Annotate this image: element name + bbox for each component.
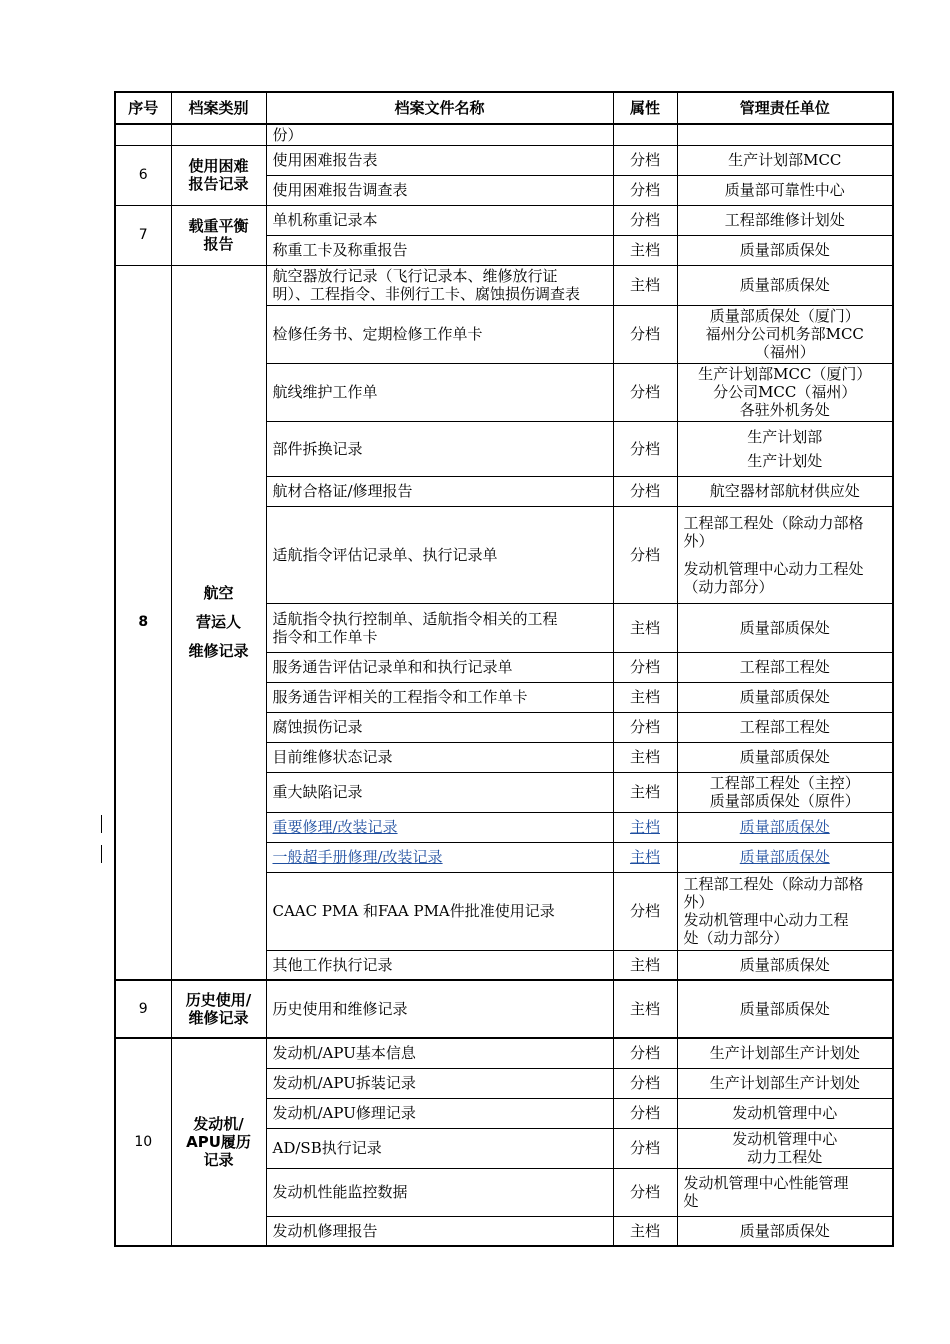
cell-attribute: 主档 (613, 682, 677, 712)
table-row (115, 124, 893, 145)
cell-unit: 发动机管理中心 (677, 1098, 893, 1128)
cell-unit: 质量部质保处 (677, 235, 893, 265)
group-no: 9 (115, 980, 171, 1038)
cell-attribute (613, 124, 677, 145)
revision-mark (101, 815, 102, 833)
cell-attribute: 主档 (613, 265, 677, 305)
header-unit: 管理责任单位 (677, 92, 893, 124)
cell-unit: 生产计划部MCC (677, 145, 893, 175)
header-file-name: 档案文件名称 (266, 92, 613, 124)
cell-attribute (613, 842, 677, 872)
cell-unit: 工程部工程处（主控） 质量部质保处（原件） (677, 772, 893, 812)
cell-file-name: 重大缺陷记录 (266, 772, 613, 812)
cell-file-name: 服务通告评相关的工程指令和工作单卡 (266, 682, 613, 712)
cell-file-name: 称重工卡及称重报告 (266, 235, 613, 265)
cell-file-name: 发动机/APU修理记录 (266, 1098, 613, 1128)
cell-file-name: AD/SB执行记录 (266, 1128, 613, 1168)
cell-file-name: 检修任务书、定期检修工作单卡 (266, 305, 613, 363)
cell-unit: 发动机管理中心 动力工程处 (677, 1128, 893, 1168)
cell-unit: 工程部工程处（除动力部格外） 发动机管理中心动力工程处（动力部分） (677, 506, 893, 603)
cell-attribute: 分档 (613, 1128, 677, 1168)
group-no: 7 (115, 205, 171, 265)
cell-unit: 质量部可靠性中心 (677, 175, 893, 205)
header-attribute: 属性 (613, 92, 677, 124)
cell-file-name: 发动机修理报告 (266, 1216, 613, 1246)
cell-file-name: 航线维护工作单 (266, 363, 613, 421)
cell-attribute: 分档 (613, 205, 677, 235)
general-repair-link[interactable]: 一般超手册修理/改装记录 (272, 848, 443, 866)
cell-file-name: 发动机/APU基本信息 (266, 1038, 613, 1068)
cell-unit: 质量部质保处 (677, 1216, 893, 1246)
cell-file-name: 航空器放行记录（飞行记录本、维修放行证 明）、工程指令、非例行工卡、腐蚀损伤调查表 (266, 265, 613, 305)
group-no: 8 (115, 265, 171, 980)
attr-link[interactable]: 主档 (629, 818, 660, 836)
cell-file-name: 服务通告评估记录单和和执行记录单 (266, 652, 613, 682)
cell-no (115, 124, 171, 145)
cell-attribute: 分档 (613, 145, 677, 175)
cell-unit: 生产计划部MCC（厦门） 分公司MCC（福州） 各驻外机务处 (677, 363, 893, 421)
cell-attribute: 主档 (613, 772, 677, 812)
cell-file-name (266, 842, 613, 872)
table-header-row (115, 92, 893, 124)
header-category: 档案类别 (171, 92, 266, 124)
revision-mark (101, 845, 102, 863)
cell-file-name: 发动机性能监控数据 (266, 1168, 613, 1216)
cell-file-name: 历史使用和维修记录 (266, 980, 613, 1038)
cell-attribute: 分档 (613, 1068, 677, 1098)
cell-attribute: 分档 (613, 652, 677, 682)
cell-unit: 质量部质保处 (677, 265, 893, 305)
cell-file-name: CAAC PMA 和FAA PMA件批准使用记录 (266, 872, 613, 950)
major-repair-link[interactable]: 重要修理/改装记录 (272, 818, 398, 836)
group-no: 6 (115, 145, 171, 205)
cell-attribute: 分档 (613, 712, 677, 742)
cell-attribute: 分档 (613, 1168, 677, 1216)
cell-attribute: 主档 (613, 980, 677, 1038)
unit-link[interactable]: 质量部质保处 (739, 848, 830, 866)
cell-attribute: 主档 (613, 742, 677, 772)
cell-attribute: 主档 (613, 1216, 677, 1246)
cell-file-name: 目前维修状态记录 (266, 742, 613, 772)
cell-attribute: 分档 (613, 476, 677, 506)
group-category: 发动机/ APU履历 记录 (171, 1038, 266, 1246)
cell-unit: 质量部质保处 (677, 980, 893, 1038)
cell-attribute: 分档 (613, 305, 677, 363)
cell-attribute: 主档 (613, 950, 677, 980)
cell-unit: 生产计划部 生产计划处 (677, 421, 893, 476)
group-category: 载重平衡 报告 (171, 205, 266, 265)
archive-table (114, 91, 894, 1247)
cell-file-name (266, 812, 613, 842)
unit-link[interactable]: 质量部质保处 (739, 818, 830, 836)
table-row (115, 980, 893, 1038)
table-row (115, 1038, 893, 1068)
cell-file-name: 部件拆换记录 (266, 421, 613, 476)
cell-file-name: 份） (266, 124, 613, 145)
cell-unit: 生产计划部生产计划处 (677, 1038, 893, 1068)
cell-attribute: 主档 (613, 235, 677, 265)
cell-file-name: 使用困难报告表 (266, 145, 613, 175)
cell-attribute (613, 812, 677, 842)
cell-file-name: 其他工作执行记录 (266, 950, 613, 980)
cell-unit: 工程部维修计划处 (677, 205, 893, 235)
cell-attribute: 分档 (613, 506, 677, 603)
cell-unit (677, 842, 893, 872)
cell-unit: 质量部质保处（厦门） 福州分公司机务部MCC （福州） (677, 305, 893, 363)
cell-file-name: 发动机/APU拆装记录 (266, 1068, 613, 1098)
cell-attribute: 分档 (613, 872, 677, 950)
cell-unit (677, 812, 893, 842)
cell-attribute: 分档 (613, 363, 677, 421)
table-row (115, 205, 893, 235)
cell-unit: 航空器材部航材供应处 (677, 476, 893, 506)
cell-category (171, 124, 266, 145)
cell-attribute: 分档 (613, 175, 677, 205)
cell-unit: 发动机管理中心性能管理 处 (677, 1168, 893, 1216)
attr-link[interactable]: 主档 (629, 848, 660, 866)
cell-unit: 质量部质保处 (677, 682, 893, 712)
cell-file-name: 单机称重记录本 (266, 205, 613, 235)
table-row (115, 145, 893, 175)
header-no: 序号 (115, 92, 171, 124)
group-category: 使用困难 报告记录 (171, 145, 266, 205)
cell-unit: 工程部工程处（除动力部格 外） 发动机管理中心动力工程 处（动力部分） (677, 872, 893, 950)
cell-unit: 工程部工程处 (677, 652, 893, 682)
cell-file-name: 适航指令评估记录单、执行记录单 (266, 506, 613, 603)
cell-file-name: 适航指令执行控制单、适航指令相关的工程 指令和工作单卡 (266, 603, 613, 652)
cell-unit: 生产计划部生产计划处 (677, 1068, 893, 1098)
group-category: 历史使用/ 维修记录 (171, 980, 266, 1038)
cell-attribute: 分档 (613, 1098, 677, 1128)
cell-unit: 质量部质保处 (677, 603, 893, 652)
cell-file-name: 腐蚀损伤记录 (266, 712, 613, 742)
cell-file-name: 使用困难报告调查表 (266, 175, 613, 205)
cell-file-name: 航材合格证/修理报告 (266, 476, 613, 506)
cell-attribute: 分档 (613, 1038, 677, 1068)
group-no: 10 (115, 1038, 171, 1246)
table-row (115, 265, 893, 305)
cell-unit: 质量部质保处 (677, 742, 893, 772)
cell-unit: 工程部工程处 (677, 712, 893, 742)
cell-unit: 质量部质保处 (677, 950, 893, 980)
cell-unit (677, 124, 893, 145)
group-category: 航空 营运人 维修记录 (171, 265, 266, 980)
cell-attribute: 主档 (613, 603, 677, 652)
cell-attribute: 分档 (613, 421, 677, 476)
